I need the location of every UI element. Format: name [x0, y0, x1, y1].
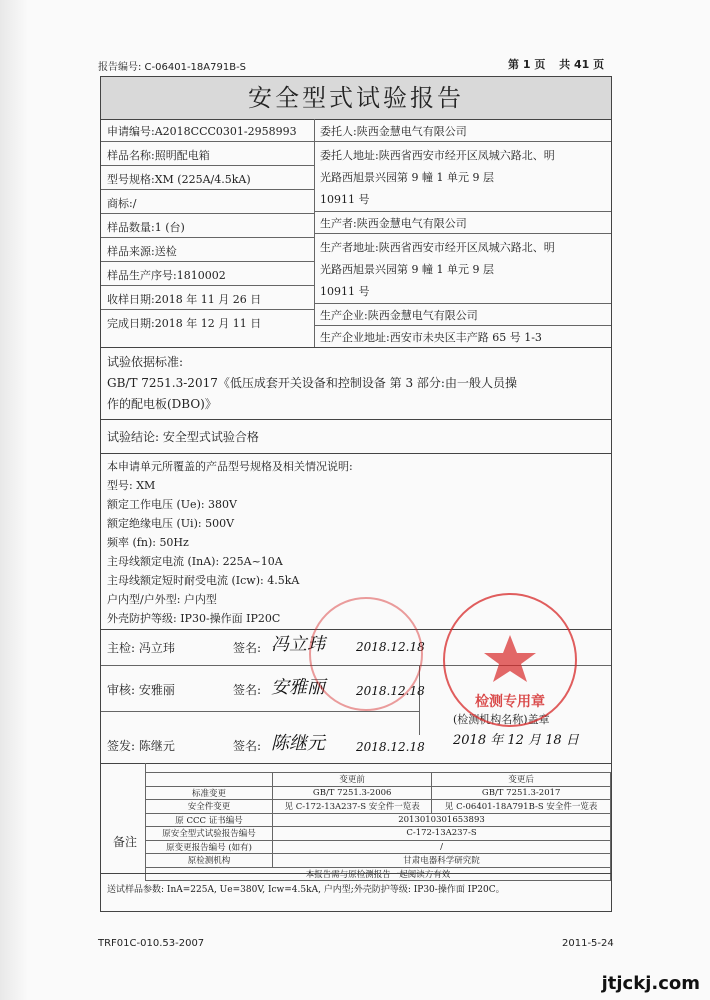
coverage-line: 外壳防护等级: IP30-操作面 IP20C: [107, 612, 281, 625]
field-trademark: 商标:/: [107, 197, 137, 210]
field-factory-address: 生产企业地址:西安市未央区丰产路 65 号 1-3: [320, 331, 542, 344]
report-title: 安全型式试验报告: [101, 77, 611, 120]
sample-params: 送试样品参数: InA=225A, Ue=380V, Icw=4.5kA, 户内型;外壳防护等级: IP30-操作面 IP20C。: [107, 885, 505, 895]
change-table: [145, 772, 611, 881]
reviewer: 审核: 安雅丽: [107, 683, 175, 697]
lab-seal-small: [309, 597, 423, 711]
form-number: TRF01C-010.53-2007: [98, 938, 205, 949]
row-line: [314, 233, 611, 234]
row-line: [101, 141, 314, 142]
row-line: [101, 711, 419, 712]
row-after: GB/T 7251.3-2017: [432, 786, 611, 800]
coverage-line: 额定工作电压 (Ue): 380V: [107, 498, 238, 511]
field-model: 型号规格:XM (225A/4.5kA): [107, 173, 251, 186]
approver-date: 2018.12.18: [356, 740, 425, 754]
table-row: [146, 773, 611, 787]
row-line: [101, 237, 314, 238]
field-producer: 生产者:陕西金慧电气有限公司: [320, 217, 467, 230]
row-value: /: [273, 840, 611, 854]
section-line: [101, 347, 611, 348]
coverage-line: 主母线额定短时耐受电流 (Icw): 4.5kA: [107, 574, 300, 587]
watermark: jtjckj.com: [601, 973, 700, 994]
chief-signature: 冯立玮: [271, 634, 325, 655]
approver-sign-label: 签名:: [233, 739, 262, 753]
section-line: [101, 453, 611, 454]
chief-date: 2018.12.18: [356, 640, 425, 654]
table-row: [146, 840, 611, 854]
row-value: 甘肃电器科学研究院: [273, 854, 611, 868]
row-name: 标准变更: [146, 786, 273, 800]
table-row: [146, 827, 611, 841]
remarks-label: 备注: [113, 835, 138, 849]
row-name: 原 CCC 证书编号: [146, 813, 273, 827]
approver: 签发: 陈继元: [107, 739, 175, 753]
basis-line-2: 作的配电板(DBO)》: [107, 397, 217, 411]
together-note: 本报告需与原检测报告一起阅读方有效: [146, 867, 611, 881]
field-producer-address-2: 光路西旭景兴园第 9 幢 1 单元 9 层: [320, 263, 494, 276]
form-date: 2011-5-24: [562, 938, 614, 949]
approver-signature: 陈继元: [271, 733, 325, 754]
org-stamp-label: (检测机构名称)盖章: [453, 713, 550, 726]
inspection-seal: [443, 593, 577, 727]
row-line: [314, 325, 611, 326]
coverage-line: 额定绝缘电压 (Ui): 500V: [107, 517, 235, 530]
reviewer-signature: 安雅丽: [271, 677, 325, 698]
report-frame: [100, 76, 612, 912]
row-line: [314, 211, 611, 212]
row-after: 见 C-06401-18A791B-S 安全件一览表: [432, 800, 611, 814]
table-row: [146, 800, 611, 814]
field-application-no: 申请编号:A2018CCC0301-2958993: [107, 125, 297, 138]
section-line: [101, 763, 611, 764]
row-line: [101, 285, 314, 286]
field-completed-date: 完成日期:2018 年 12 月 11 日: [107, 317, 262, 330]
chief-inspector: 主检: 冯立玮: [107, 641, 175, 655]
field-client-address-2: 光路西旭景兴园第 9 幢 1 单元 9 层: [320, 171, 494, 184]
row-name: 原安全型式试验报告编号: [146, 827, 273, 841]
field-serial: 样品生产序号:1810002: [107, 269, 226, 282]
field-sample-name: 样品名称:照明配电箱: [107, 149, 210, 162]
field-client-address: 委托人地址:陕西省西安市经开区凤城六路北、明: [320, 149, 555, 162]
page-number: 第 1 页: [508, 58, 546, 71]
row-line: [101, 213, 314, 214]
chief-sign-label: 签名:: [233, 641, 262, 655]
page-indicator: [508, 56, 614, 72]
conclusion: 试验结论: 安全型式试验合格: [107, 430, 259, 444]
row-before: 见 C-172-13A237-S 安全件一览表: [273, 800, 432, 814]
row-name: 原检测机构: [146, 854, 273, 868]
row-line: [101, 189, 314, 190]
table-row: [146, 854, 611, 868]
sign-divider: [419, 665, 420, 735]
field-source: 样品来源:送检: [107, 245, 177, 258]
row-line: [314, 303, 611, 304]
row-name: 原变更报告编号 (如有): [146, 840, 273, 854]
field-client-address-3: 10911 号: [320, 193, 370, 206]
table-row: [146, 786, 611, 800]
row-value: C-172-13A237-S: [273, 827, 611, 841]
basis-line-1: GB/T 7251.3-2017《低压成套开关设备和控制设备 第 3 部分:由一般人员操: [107, 376, 517, 390]
field-received-date: 收样日期:2018 年 11 月 26 日: [107, 293, 262, 306]
row-value: 2013010301653893: [273, 813, 611, 827]
field-producer-address: 生产者地址:陕西省西安市经开区凤城六路北、明: [320, 241, 555, 254]
stamp-date: 2018 年 12 月 18 日: [453, 733, 579, 748]
reviewer-date: 2018.12.18: [356, 684, 425, 698]
section-line: [101, 419, 611, 420]
row-line: [101, 309, 314, 310]
report-number: 报告编号: C-06401-18A791B-S: [98, 62, 247, 73]
after-header: 变更后: [432, 773, 611, 787]
field-factory: 生产企业:陕西金慧电气有限公司: [320, 309, 478, 322]
row-line: [314, 141, 611, 142]
reviewer-sign-label: 签名:: [233, 683, 262, 697]
page-total: 共 41 页: [559, 58, 605, 71]
field-client: 委托人:陕西金慧电气有限公司: [320, 125, 467, 138]
seal-inner-text: 检测专用章: [475, 694, 545, 710]
row-before: GB/T 7251.3-2006: [273, 786, 432, 800]
basis-label: 试验依据标准:: [107, 355, 184, 369]
row-line: [101, 261, 314, 262]
coverage-line: 户内型/户外型: 户内型: [107, 593, 217, 606]
field-producer-address-3: 10911 号: [320, 285, 370, 298]
table-row: [146, 813, 611, 827]
coverage-line: 型号: XM: [107, 479, 156, 492]
row-name: 安全件变更: [146, 800, 273, 814]
scan-shadow: [0, 0, 28, 1000]
coverage-intro: 本申请单元所覆盖的产品型号规格及相关情况说明:: [107, 460, 353, 473]
field-quantity: 样品数量:1 (台): [107, 221, 185, 234]
coverage-line: 主母线额定电流 (InA): 225A~10A: [107, 555, 283, 568]
section-line: [101, 873, 611, 874]
before-header: 变更前: [273, 773, 432, 787]
row-line: [101, 165, 314, 166]
coverage-line: 频率 (fn): 50Hz: [107, 536, 189, 549]
